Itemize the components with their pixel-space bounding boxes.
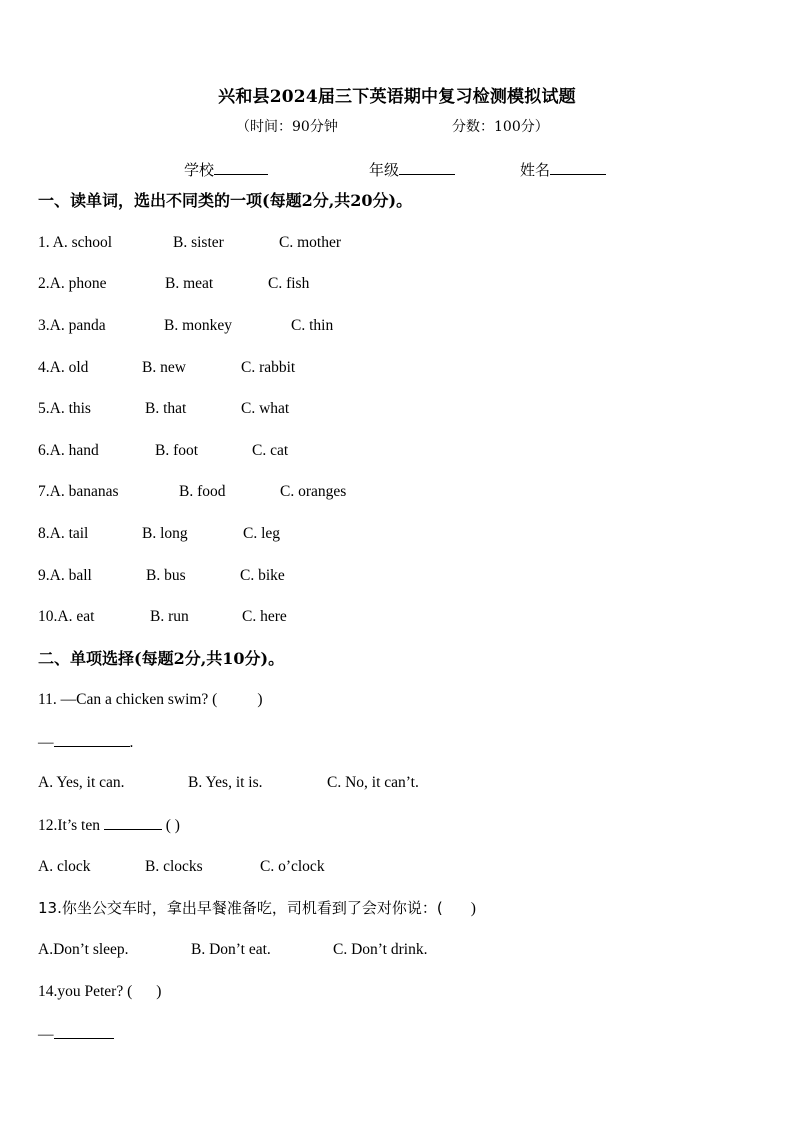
q14-answer-dash: — xyxy=(38,1026,54,1043)
name-blank[interactable] xyxy=(550,160,606,175)
q12-answer-blank[interactable] xyxy=(104,815,162,830)
q11-answer-blank[interactable] xyxy=(54,732,130,747)
q11-option-c[interactable]: C. No, it can’t. xyxy=(327,774,419,791)
school-label: 学校 xyxy=(184,161,215,179)
q9-option-b[interactable]: B. bus xyxy=(146,567,186,584)
q12-option-a[interactable]: A. clock xyxy=(38,858,91,875)
question-13-stem xyxy=(38,898,476,919)
q1-option-c[interactable]: C. mother xyxy=(279,234,341,251)
q8-option-b[interactable]: B. long xyxy=(142,525,188,542)
q4-option-a[interactable]: 4.A. old xyxy=(38,359,89,376)
question-11-answer xyxy=(38,732,133,753)
q8-option-a[interactable]: 8.A. tail xyxy=(38,525,89,542)
q7-option-a[interactable]: 7.A. bananas xyxy=(38,483,119,500)
name-label: 姓名 xyxy=(520,161,551,179)
q11-answer-period: . xyxy=(129,734,134,751)
q5-option-b[interactable]: B. that xyxy=(145,400,187,417)
q1-option-b[interactable]: B. sister xyxy=(173,234,224,251)
q2-option-a[interactable]: 2.A. phone xyxy=(38,275,107,292)
q6-option-b[interactable]: B. foot xyxy=(155,442,199,459)
q11-option-b[interactable]: B. Yes, it is. xyxy=(188,774,263,791)
name-field[interactable] xyxy=(520,160,606,180)
q3-option-c[interactable]: C. thin xyxy=(291,317,334,334)
school-blank[interactable] xyxy=(214,160,268,175)
q13-option-c[interactable]: C. Don’t drink. xyxy=(333,941,428,958)
q12-paren[interactable]: ( ) xyxy=(165,817,180,834)
q10-option-b[interactable]: B. run xyxy=(150,608,189,625)
question-12-stem xyxy=(38,815,180,836)
question-11-stem xyxy=(38,690,263,710)
q13-option-a[interactable]: A.Don’t sleep. xyxy=(38,941,129,958)
q13-close-paren: ) xyxy=(470,900,476,917)
q7-option-b[interactable]: B. food xyxy=(179,483,226,500)
q1-option-a[interactable]: 1. A. school xyxy=(38,234,113,251)
q6-option-c[interactable]: C. cat xyxy=(252,442,289,459)
section1-title: 一、读单词，选出不同类的一项(每题2分,共20分)。 xyxy=(38,191,413,210)
q10-option-a[interactable]: 10.A. eat xyxy=(38,608,95,625)
q14-answer-blank[interactable] xyxy=(54,1024,114,1039)
exam-time: （时间：90分钟 xyxy=(236,119,338,135)
school-field[interactable] xyxy=(184,160,268,180)
q5-option-a[interactable]: 5.A. this xyxy=(38,400,91,417)
grade-blank[interactable] xyxy=(399,160,455,175)
q12-stem-text: 12.It’s ten xyxy=(38,817,100,834)
question-14-stem xyxy=(38,982,161,1002)
q13-option-b[interactable]: B. Don’t eat. xyxy=(191,941,271,958)
q11-close-paren: ) xyxy=(257,691,263,708)
q7-option-c[interactable]: C. oranges xyxy=(280,483,347,500)
q9-option-c[interactable]: C. bike xyxy=(240,567,285,584)
q8-option-c[interactable]: C. leg xyxy=(243,525,281,542)
q11-option-a[interactable]: A. Yes, it can. xyxy=(38,774,125,791)
q4-option-b[interactable]: B. new xyxy=(142,359,186,376)
q9-option-a[interactable]: 9.A. ball xyxy=(38,567,92,584)
q2-option-b[interactable]: B. meat xyxy=(165,275,214,292)
q11-stem-text: 11. —Can a chicken swim? ( xyxy=(38,691,218,708)
q12-option-c[interactable]: C. o’clock xyxy=(260,858,325,875)
grade-label: 年级 xyxy=(369,161,400,179)
q3-option-a[interactable]: 3.A. panda xyxy=(38,317,106,334)
q4-option-c[interactable]: C. rabbit xyxy=(241,359,296,376)
q3-option-b[interactable]: B. monkey xyxy=(164,317,233,334)
q10-option-c[interactable]: C. here xyxy=(242,608,287,625)
grade-field[interactable] xyxy=(369,160,455,180)
exam-title: 兴和县2024届三下英语期中复习检测模拟试题 xyxy=(218,87,576,107)
q13-stem-text: 13.你坐公交车时，拿出早餐准备吃，司机看到了会对你说：( xyxy=(38,899,443,917)
q12-option-b[interactable]: B. clocks xyxy=(145,858,203,875)
section2-title: 二、单项选择(每题2分,共10分)。 xyxy=(38,649,285,668)
q14-stem-text: 14.you Peter? ( xyxy=(38,983,133,1000)
q2-option-c[interactable]: C. fish xyxy=(268,275,310,292)
q6-option-a[interactable]: 6.A. hand xyxy=(38,442,99,459)
q5-option-c[interactable]: C. what xyxy=(241,400,290,417)
exam-score: 分数：100分） xyxy=(452,119,549,135)
q11-answer-dash: — xyxy=(38,734,54,751)
q14-close-paren: ) xyxy=(156,983,162,1000)
question-14-answer xyxy=(38,1024,114,1045)
